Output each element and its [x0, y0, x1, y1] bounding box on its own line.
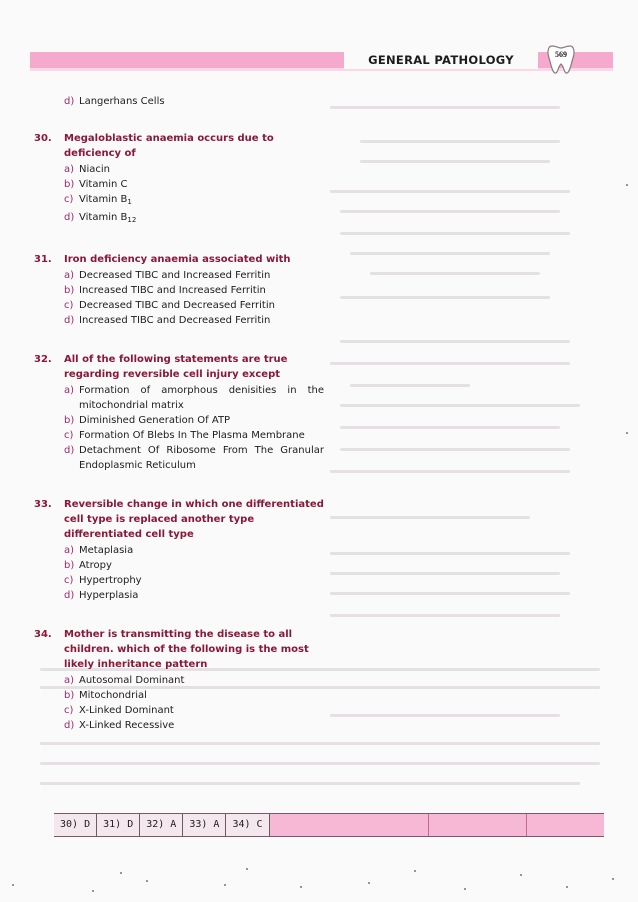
option-b [34, 177, 324, 192]
option-key: c) [64, 705, 74, 716]
option-text: Increased TIBC and Decreased Ferritin [79, 315, 271, 326]
question-30 [34, 131, 324, 228]
option-text: Hyperplasia [79, 590, 139, 601]
option-text: Diminished Generation Of ATP [79, 415, 231, 426]
option-key: c) [64, 430, 74, 441]
option-key: d) [64, 96, 75, 107]
question-text: All of the following statements are true regarding reversible cell injury except [64, 354, 288, 380]
question-number: 32. [34, 354, 52, 365]
option-d [34, 443, 324, 473]
option-a [34, 673, 324, 688]
option-text: Niacin [79, 164, 111, 175]
option-d [34, 210, 324, 228]
option-a [34, 268, 324, 283]
option-key: a) [64, 164, 75, 175]
option-key: a) [64, 385, 75, 396]
option-text: Mitochondrial [79, 690, 147, 701]
option-key: d) [64, 720, 75, 731]
option-key: b) [64, 415, 75, 426]
option-b [34, 688, 324, 703]
option-d [34, 313, 324, 328]
question-number: 30. [34, 133, 52, 144]
question-text: Megaloblastic anaemia occurs due to deficiency of [64, 133, 274, 159]
option-text: Atropy [79, 560, 112, 571]
answer-32: 32) A [140, 814, 183, 836]
question-number: 31. [34, 254, 52, 265]
option-text: Decreased TIBC and Decreased Ferritin [79, 300, 275, 311]
option-text: Detachment Of Ribosome From The Granular Endoplasmic Reticulum [79, 445, 324, 471]
option-text-main: Vitamin B [79, 212, 128, 223]
question-33 [34, 497, 324, 603]
option-key: d) [64, 315, 75, 326]
option-text: Metaplasia [79, 545, 134, 556]
question-number: 33. [34, 499, 52, 510]
question-content [34, 94, 324, 733]
option-b [34, 413, 324, 428]
option-key: d) [64, 212, 75, 223]
option-text: X-Linked Recessive [79, 720, 175, 731]
option-a [34, 383, 324, 413]
question-heading [34, 131, 324, 161]
option-text: Autosomal Dominant [79, 675, 185, 686]
question-32 [34, 352, 324, 473]
answer-34: 34) C [226, 814, 269, 836]
option-key: c) [64, 300, 74, 311]
subscript: 12 [127, 216, 137, 224]
option-key: c) [64, 194, 74, 205]
answer-band-divider [526, 814, 527, 836]
option-key: d) [64, 590, 75, 601]
question-heading [34, 497, 324, 542]
option-d [34, 718, 324, 733]
option-c [34, 192, 324, 210]
option-text: Decreased TIBC and Increased Ferritin [79, 270, 271, 281]
option-key: b) [64, 560, 75, 571]
option-key: a) [64, 545, 75, 556]
question-heading [34, 252, 324, 267]
option-text: Vitamin C [79, 179, 128, 190]
option-key: b) [64, 690, 75, 701]
option-c [34, 573, 324, 588]
option-d [34, 588, 324, 603]
option-b [34, 283, 324, 298]
question-heading [34, 627, 324, 672]
subscript: 1 [127, 198, 132, 206]
previous-question-option [34, 94, 324, 109]
option-key: c) [64, 575, 74, 586]
option-text: Langerhans Cells [79, 96, 165, 107]
option-text [79, 192, 324, 210]
answer-key [54, 814, 270, 836]
section-title: GENERAL PATHOLOGY [344, 51, 538, 69]
question-text: Iron deficiency anaemia associated with [64, 254, 291, 265]
option-text: Hypertrophy [79, 575, 142, 586]
page-number: 569 [555, 50, 567, 59]
question-text: Mother is transmitting the disease to all children. which of the following is the most likely inheritance pattern [64, 629, 309, 670]
option-text: Increased TIBC and Increased Ferritin [79, 285, 266, 296]
option-key: b) [64, 285, 75, 296]
answer-31: 31) D [97, 814, 140, 836]
option-key: a) [64, 675, 75, 686]
option-c [34, 298, 324, 313]
question-number: 34. [34, 629, 52, 640]
option-c [34, 703, 324, 718]
option-b [34, 558, 324, 573]
question-31 [34, 252, 324, 328]
option-text: Formation of amorphous denisities in the mitochondrial matrix [79, 385, 324, 411]
option-a [34, 543, 324, 558]
option-text: Formation Of Blebs In The Plasma Membrane [79, 430, 305, 441]
answer-30: 30) D [54, 814, 97, 836]
option-text: X-Linked Dominant [79, 705, 174, 716]
option-text-main: Vitamin B [79, 194, 128, 205]
question-text: Reversible change in which one differentiated cell type is replaced another type differentiated cell type [64, 499, 324, 540]
answer-33: 33) A [183, 814, 226, 836]
answer-band-divider [428, 814, 429, 836]
option-a [34, 162, 324, 177]
option-text [79, 210, 324, 228]
question-34 [34, 627, 324, 733]
option-key: b) [64, 179, 75, 190]
question-heading [34, 352, 324, 382]
answer-key-band [54, 813, 604, 837]
option-key: a) [64, 270, 75, 281]
option-key: d) [64, 445, 75, 456]
option-c [34, 428, 324, 443]
